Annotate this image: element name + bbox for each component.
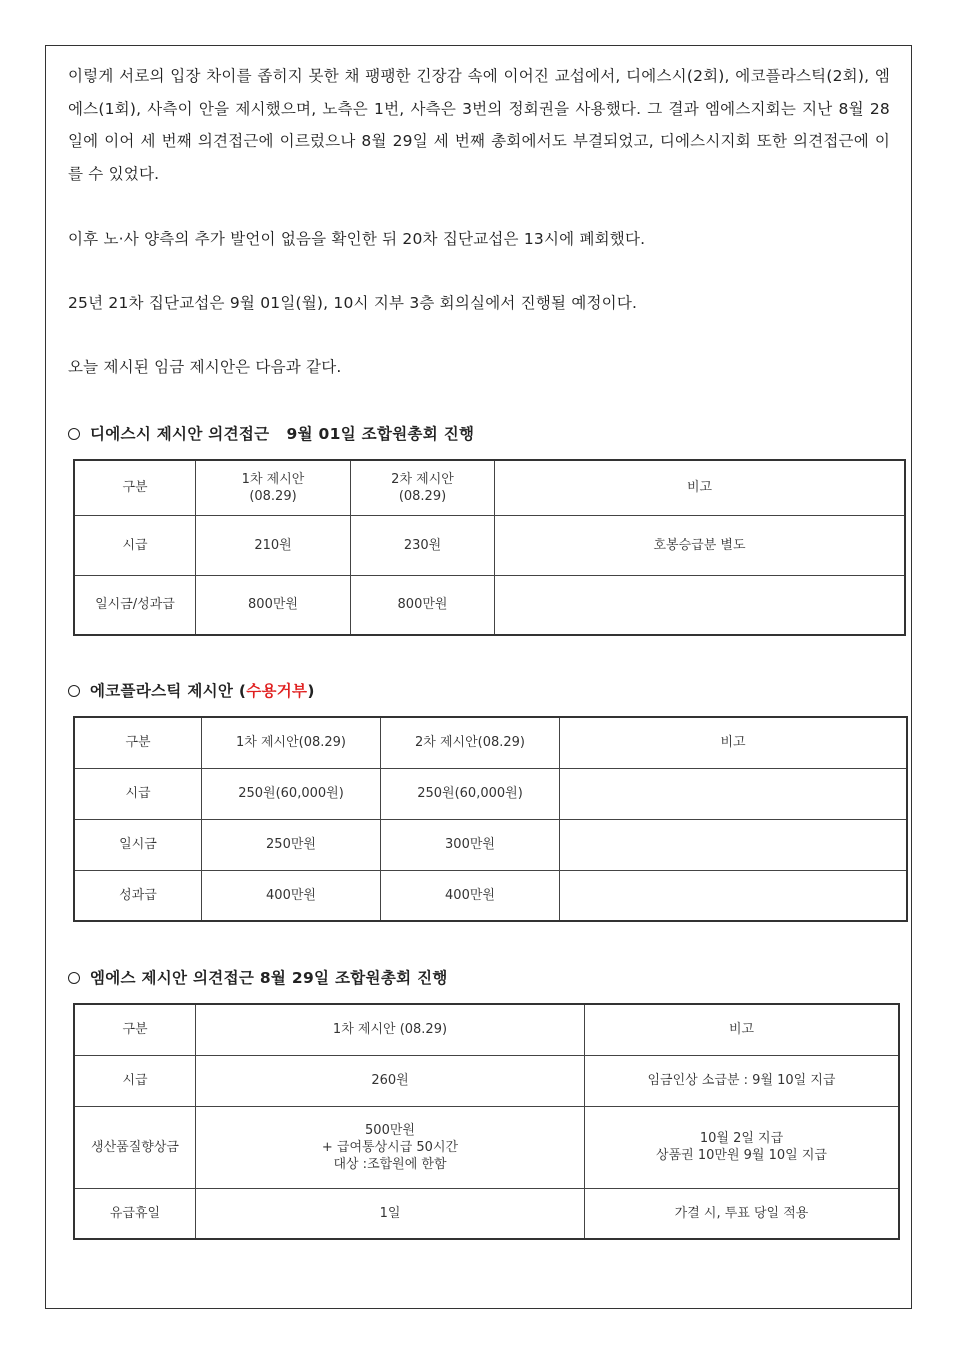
table-cell: 400만원: [381, 870, 560, 921]
paragraph-proposals-intro: 오늘 제시된 임금 제시안은 다음과 같다.: [68, 358, 342, 376]
table-row: [74, 1055, 899, 1106]
rejected-label: 수용거부: [246, 682, 308, 700]
table-row: [74, 768, 907, 819]
table-cell: 유급휴일: [74, 1188, 196, 1239]
table-cell: 생산품질향상금: [74, 1106, 196, 1188]
table-cell: 시급: [74, 1055, 196, 1106]
ms-proposal-table: [73, 1003, 900, 1240]
paragraph-adjournment: 이후 노·사 양측의 추가 발언이 없음을 확인한 뒤 20차 집단교섭은 13시에 폐회했다.: [68, 230, 646, 248]
header-cell: 비고: [495, 460, 906, 515]
table-cell: 시급: [74, 515, 196, 575]
circle-bullet-icon: [68, 428, 80, 440]
table-cell: 800만원: [351, 575, 495, 635]
table-row: [74, 575, 905, 635]
table-cell: [560, 768, 908, 819]
table-cell: 임금인상 소급분 : 9월 10일 지급: [585, 1055, 900, 1106]
section-heading-ecoplastic: 에코플라스틱 제시안 (수용거부): [68, 679, 315, 701]
table-cell: 800만원: [196, 575, 351, 635]
section-title: 에코플라스틱 제시안 (: [90, 682, 247, 700]
section-title: 디에스시 제시안 의견접근 9월 01일 조합원총회 진행: [90, 425, 475, 443]
ecoplastic-proposal-table: [73, 716, 908, 922]
header-cell: 2차 제시안(08.29): [381, 717, 560, 768]
table-cell: 10월 2일 지급 상품권 10만원 9월 10일 지급: [585, 1106, 900, 1188]
table-row: [74, 870, 907, 921]
header-cell: 비고: [585, 1004, 900, 1055]
circle-bullet-icon: [68, 685, 80, 697]
table-cell: 1일: [196, 1188, 585, 1239]
section-heading-dsc: [68, 422, 474, 444]
table-cell: [495, 575, 906, 635]
table-header-row: [74, 717, 907, 768]
table-cell: 250원(60,000원): [381, 768, 560, 819]
header-cell: 구분: [74, 1004, 196, 1055]
paragraph-negotiation-summary: 이렇게 서로의 입장 차이를 좁히지 못한 채 팽팽한 긴장감 속에 이어진 교섭에서, 디에스시(2회), 에코플라스틱(2회), 엠에스(1회), 사측이 안을 제시했으며, 노측은 1번, 사측은 3번의 정회권을 사용했다. 그 결과 엠에스지회는 지난 8월 28일에 이어 세 번째 의견접근에 이르렀으나 8월 29일 세 번째 총회에서도 부결되었고, 디에스시지회 또한 의견접근에 이를 수 있었다.: [68, 67, 890, 183]
table-row: [74, 515, 905, 575]
table-cell: 시급: [74, 768, 202, 819]
table-header-row: [74, 460, 905, 515]
table-cell: 230원: [351, 515, 495, 575]
header-cell: 2차 제시안 (08.29): [351, 460, 495, 515]
table-cell: 일시금/성과급: [74, 575, 196, 635]
table-cell: 250만원: [202, 819, 381, 870]
table-header-row: [74, 1004, 899, 1055]
table-row: [74, 819, 907, 870]
table-cell: 성과급: [74, 870, 202, 921]
section-title: 엠에스 제시안 의견접근 8월 29일 조합원총회 진행: [90, 969, 448, 987]
table-row: [74, 1188, 899, 1239]
table-cell: 250원(60,000원): [202, 768, 381, 819]
table-cell: 일시금: [74, 819, 202, 870]
table-cell: [560, 819, 908, 870]
table-cell: 300만원: [381, 819, 560, 870]
table-cell: 호봉승급분 별도: [495, 515, 906, 575]
header-cell: 1차 제시안(08.29): [202, 717, 381, 768]
header-cell: 구분: [74, 460, 196, 515]
table-cell: [560, 870, 908, 921]
paragraph-next-session: 25년 21차 집단교섭은 9월 01일(월), 10시 지부 3층 회의실에서 진행될 예정이다.: [68, 294, 638, 312]
table-cell: 210원: [196, 515, 351, 575]
table-cell: 260원: [196, 1055, 585, 1106]
header-cell: 1차 제시안 (08.29): [196, 460, 351, 515]
table-cell: 가결 시, 투표 당일 적용: [585, 1188, 900, 1239]
table-cell: 500만원 + 급여통상시급 50시간 대상 :조합원에 한함: [196, 1106, 585, 1188]
table-row: [74, 1106, 899, 1188]
header-cell: 구분: [74, 717, 202, 768]
header-cell: 1차 제시안 (08.29): [196, 1004, 585, 1055]
circle-bullet-icon: [68, 972, 80, 984]
table-cell: 400만원: [202, 870, 381, 921]
header-cell: 비고: [560, 717, 908, 768]
section-heading-ms: [68, 966, 448, 988]
dsc-proposal-table: [73, 459, 906, 636]
